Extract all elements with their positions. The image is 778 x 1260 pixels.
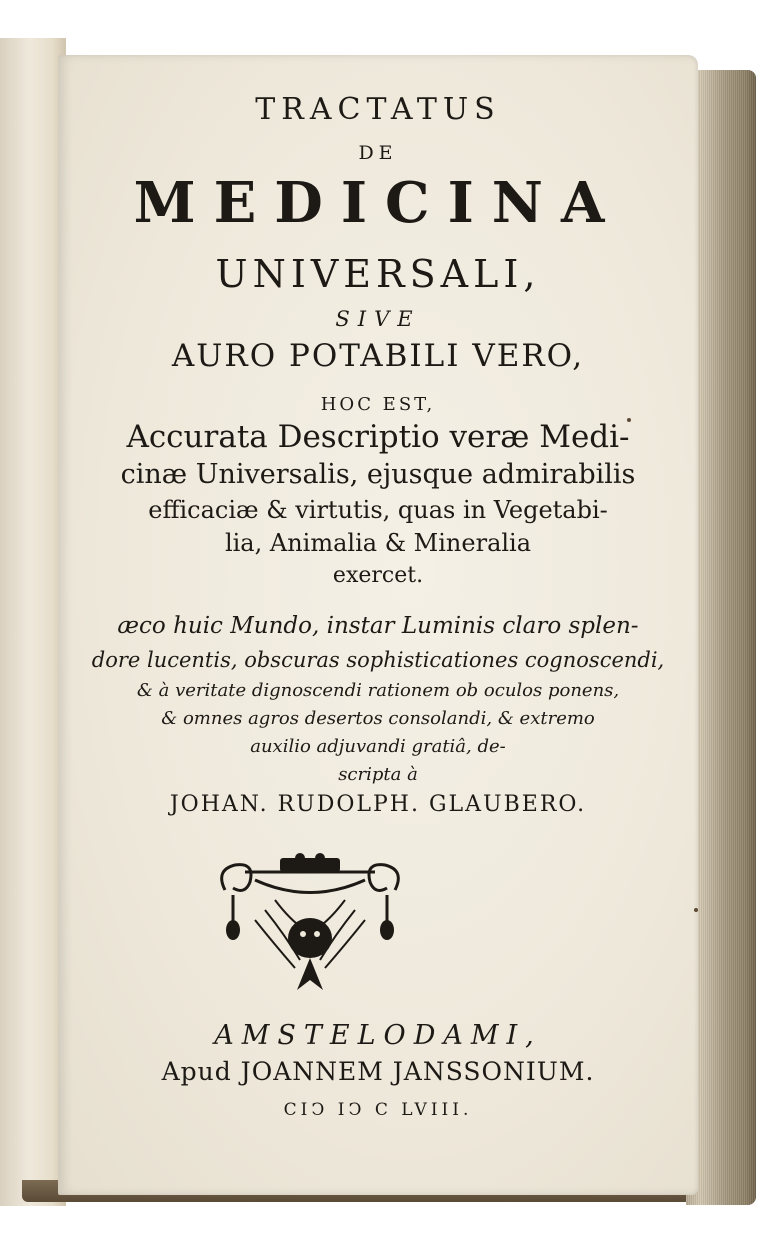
imprint-year: CIↃ IↃ C LVIII. bbox=[283, 1100, 473, 1120]
title-line-tractatus: TRACTATUS bbox=[255, 92, 501, 127]
imprint-publisher: Apud JOANNEM JANSSONIUM. bbox=[161, 1057, 595, 1086]
description-line: efficaciæ & virtutis, quas in Vegetabi- bbox=[148, 496, 608, 524]
printers-ornament-icon bbox=[205, 850, 415, 1000]
author-line: JOHAN. RUDOLPH. GLAUBERO. bbox=[169, 792, 587, 817]
left-page-edge bbox=[0, 38, 66, 1206]
title-line-hoc-est: HOC EST, bbox=[320, 394, 436, 415]
italic-line: auxilio adjuvandi gratiâ, de- bbox=[250, 736, 506, 757]
title-line-medicina: MEDICINA bbox=[133, 170, 623, 236]
imprint-city: AMSTELODAMI, bbox=[214, 1020, 542, 1051]
description-line: exercet. bbox=[332, 563, 424, 588]
italic-line: & à veritate dignoscendi rationem ob oculos ponens, bbox=[136, 680, 620, 701]
italic-line: scripta à bbox=[338, 764, 418, 785]
italic-text-block bbox=[58, 608, 698, 789]
title-line-universali: UNIVERSALI, bbox=[215, 252, 541, 296]
description-block bbox=[58, 418, 698, 592]
italic-line: dore lucentis, obscuras sophisticationes cognoscendi, bbox=[91, 648, 665, 672]
italic-line: & omnes agros desertos consolandi, & extremo bbox=[161, 708, 595, 729]
foxing-spot bbox=[694, 908, 698, 912]
description-line: Accurata Descriptio veræ Medi- bbox=[126, 419, 630, 455]
italic-line: æco huic Mundo, instar Luminis claro splen- bbox=[117, 613, 639, 639]
description-line: cinæ Universalis, ejusque admirabilis bbox=[120, 459, 636, 490]
title-line-de: DE bbox=[358, 142, 398, 164]
description-line: lia, Animalia & Mineralia bbox=[224, 529, 532, 557]
title-line-auro-potabili: AURO POTABILI VERO, bbox=[171, 338, 585, 374]
title-line-sive: SIVE bbox=[335, 307, 421, 331]
